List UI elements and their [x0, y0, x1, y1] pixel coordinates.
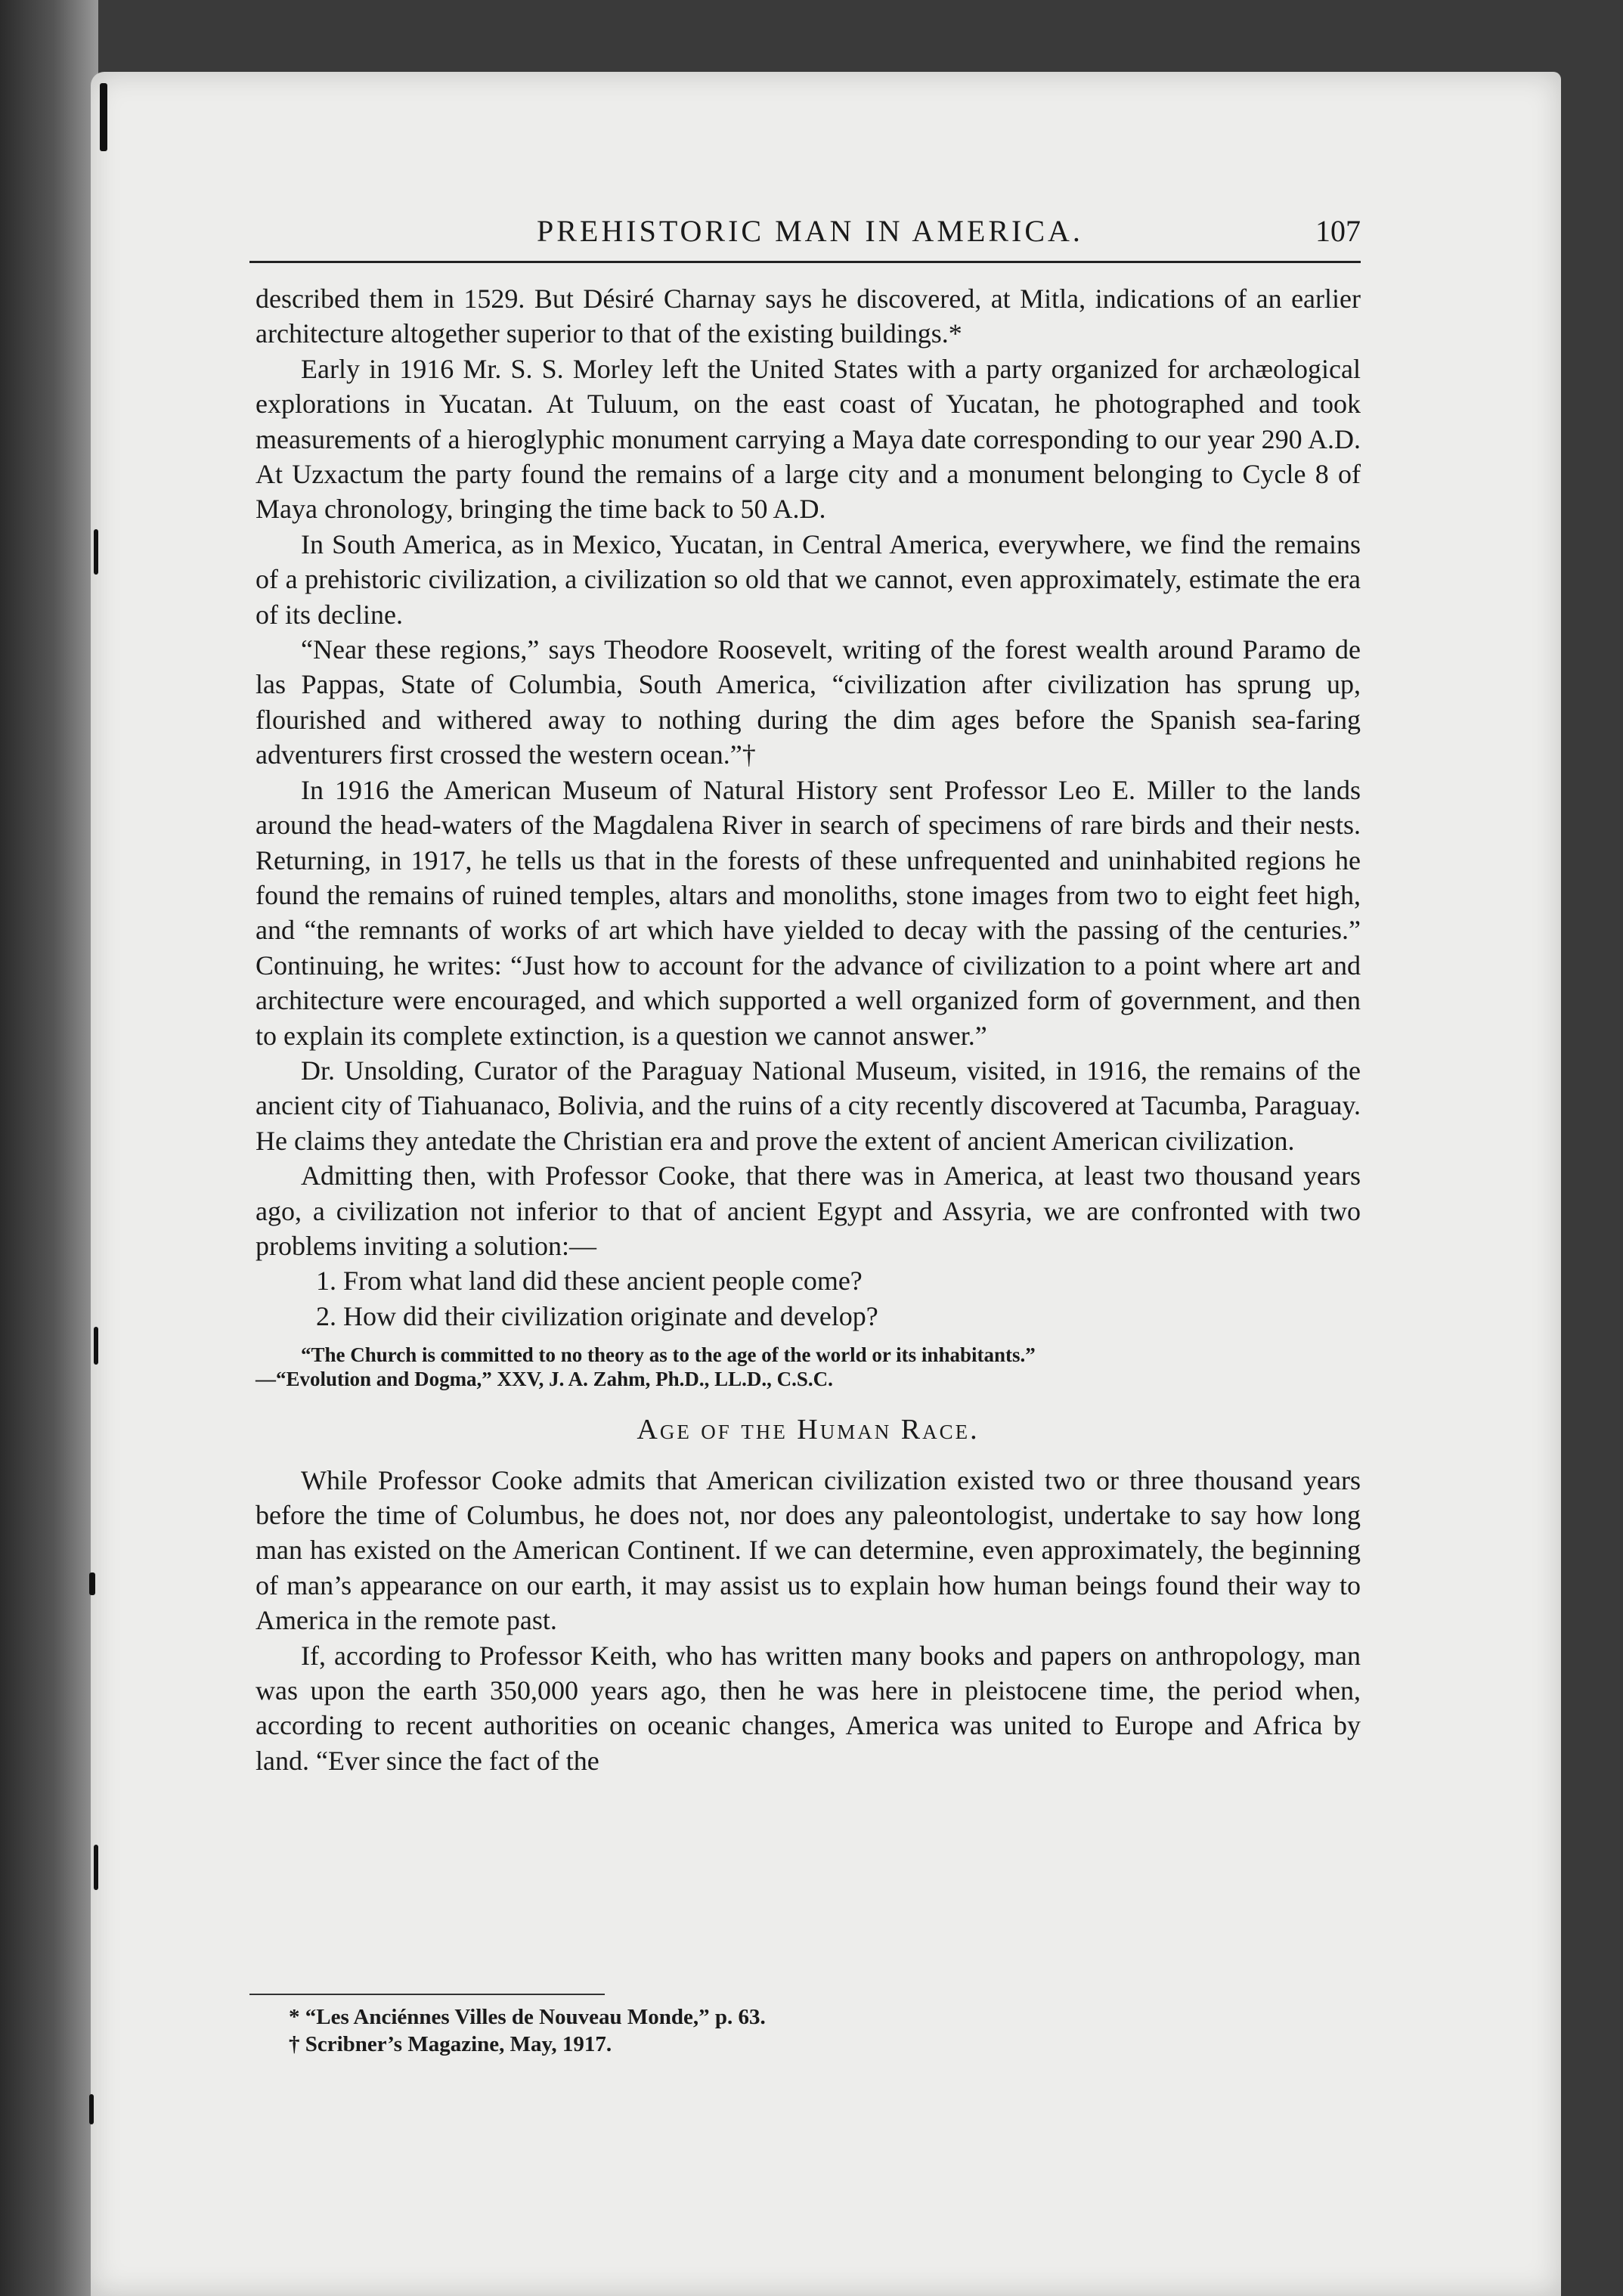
quote-text: “The Church is committed to no theory as to the age of the world or its inhabitants.”: [301, 1343, 1036, 1367]
question-list: [256, 1263, 1361, 1334]
paragraph: described them in 1529. But Désiré Charnay says he discovered, at Mitla, indications of an earlier architecture altogether superior to that of the existing buildings.*: [256, 284, 1361, 349]
footnote: * “Les Anciénnes Villes de Nouveau Monde,” p. 63.: [289, 2005, 766, 2029]
quote-attribution: —“Evolution and Dogma,” XXV, J. A. Zahm, Ph.D., LL.D., C.S.C.: [256, 1368, 833, 1391]
footnote-rule: [249, 1994, 605, 1995]
paragraph: “Near these regions,” says Theodore Roosevelt, writing of the forest wealth around Paramo de las Pappas, State of Columbia, South America, “civilization after civilization has sprung up, flourished and withered away to nothing during the dim ages before the Spanish sea-faring adventurers first crossed the western ocean.”†: [256, 634, 1361, 770]
list-item: 1. From what land did these ancient people come?: [316, 1266, 863, 1297]
footnotes: [289, 2003, 1271, 2058]
footnote: † Scribner’s Magazine, May, 1917.: [289, 2032, 612, 2056]
epigraph-quote: [256, 1343, 1361, 1391]
page-number: 107: [1315, 214, 1361, 248]
page-header: [249, 213, 1361, 259]
binding-mark: [100, 83, 107, 151]
scan-dark-edge: [0, 0, 98, 2296]
paragraph: If, according to Professor Keith, who has written many books and papers on anthropology, man was upon the earth 350,000 years ago, then he was here in pleistocene time, the period when, according to recent authorities on oceanic changes, America was united to Europe and Africa by land. “Ever since the fact of the: [256, 1640, 1361, 1776]
binding-mark: [89, 1572, 95, 1595]
paragraph: Early in 1916 Mr. S. S. Morley left the United States with a party organized for archæological explorations in Yucatan. At Tuluum, on the east coast of Yucatan, he photographed and took measurements of a hieroglyphic monument carrying a Maya date corresponding to our year 290 A.D. At Uzxactum the party found the remains of a large city and a monument belonging to Cycle 8 of Maya chronology, bringing the time back to 50 A.D.: [256, 353, 1361, 525]
binding-mark: [94, 1327, 98, 1365]
running-title: PREHISTORIC MAN IN AMERICA.: [537, 214, 1083, 248]
binding-mark: [94, 1845, 98, 1890]
binding-mark: [89, 2094, 94, 2124]
paragraph: In South America, as in Mexico, Yucatan, in Central America, everywhere, we find the remains of a prehistoric civilization, a civilization so old that we cannot, even approximately, estimate the era of its decline.: [256, 528, 1361, 630]
section-heading: Age of the Human Race.: [637, 1414, 980, 1446]
paragraph: In 1916 the American Museum of Natural History sent Professor Leo E. Miller to the lands around the head-waters of the Magdalena River in search of specimens of rare birds and their nests. Returning, in 1917, he tells us that in the forests of these unfrequented and uninhabited regions he found the remains of ruined temples, altars and monoliths, stone images from two to eight feet high, and “the remnants of works of art which have yielded to decay with the passing of the centuries.” Continuing, he writes: “Just how to account for the advance of civilization to a point where art and architecture were encouraged, and which supported a well organized form of government, and then to explain its complete extinction, is a question we cannot answer.”: [256, 774, 1361, 1051]
paragraph: Dr. Unsolding, Curator of the Paraguay National Museum, visited, in 1916, the remains of the ancient city of Tiahuanaco, Bolivia, and the ruins of a city recently discovered at Tacumba, Paraguay. He claims they antedate the Christian era and prove the extent of ancient American civilization.: [256, 1055, 1361, 1156]
paragraph: Admitting then, with Professor Cooke, that there was in America, at least two thousand years ago, a civilization not inferior to that of ancient Egypt and Assyria, we are confronted with two problems inviting a solution:—: [256, 1160, 1361, 1261]
binding-mark: [94, 529, 98, 575]
header-rule: [249, 261, 1361, 263]
body-text: [256, 281, 1361, 1778]
paragraph: While Professor Cooke admits that American civilization existed two or three thousand years before the time of Columbus, he does not, nor does any paleontologist, undertake to say how long man has existed on the American Continent. If we can determine, even approximately, the beginning of man’s appearance on our earth, it may assist us to explain how human beings found their way to America in the remote past.: [256, 1464, 1361, 1636]
list-item: 2. How did their civilization originate and develop?: [316, 1300, 878, 1331]
